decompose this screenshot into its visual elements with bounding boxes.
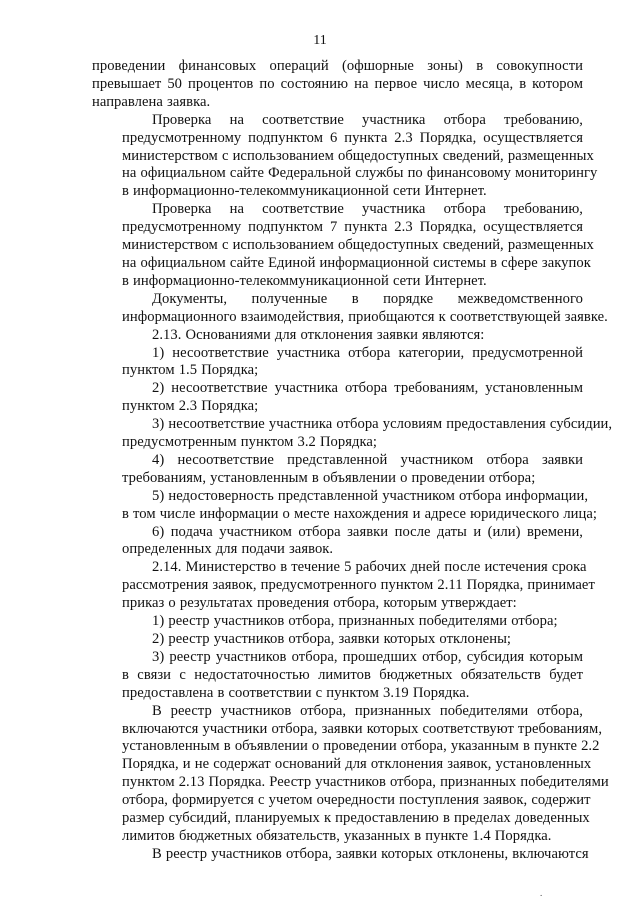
paragraph-line: 2) реестр участников отбора, заявки которых отклонены; — [152, 631, 512, 647]
paragraph-line: 2.13. Основаниями для отклонения заявки являются: — [152, 326, 485, 343]
page-number: 11 — [313, 33, 327, 48]
paragraph-line: Порядка, и не содержат оснований для отклонения заявок, установленных — [122, 756, 592, 773]
paragraph-line: лимитов бюджетных обязательств, указанных в пункте 1.4 Порядка. — [122, 827, 552, 844]
paragraph — [92, 380, 583, 416]
paragraph-line: В реестр участников отбора, признанных победителями отбора, — [152, 702, 583, 719]
paragraph — [92, 702, 609, 846]
paragraph — [92, 524, 583, 560]
paragraph-line: 6) подача участником отбора заявки после даты и (или) времени, — [152, 523, 583, 540]
paragraph-line: в информационно-телекоммуникационной сети Интернет. — [122, 272, 487, 289]
paragraph-line: 4) несоответствие представленной участником отбора заявки — [152, 451, 583, 468]
paragraph-line: проведении финансовых операций (офшорные зоны) в совокупности — [92, 58, 583, 74]
paragraph-line: размер субсидий, планируемых к предоставлению в пределах доведенных — [122, 810, 590, 827]
document-body — [92, 58, 613, 864]
paragraph — [92, 631, 583, 649]
paragraph-line: 3) реестр участников отбора, прошедших отбор, субсидия которым — [152, 648, 583, 665]
paragraph-line: 2.14. Министерство в течение 5 рабочих дней после истечения срока — [152, 559, 587, 576]
paragraph-line: Документы, полученные в порядке межведомственного — [152, 290, 583, 307]
paragraph — [92, 111, 598, 202]
paragraph-line: в том числе информации о месте нахождения и адресе юридического лица; — [122, 505, 598, 522]
paragraph — [92, 845, 589, 864]
paragraph-line: 5) недостоверность представленной участником отбора информации, — [152, 487, 589, 504]
paragraph — [92, 58, 583, 112]
paragraph-line: пунктом 1.5 Порядка; — [122, 362, 259, 379]
paragraph-line: 3) несоответствие участника отбора условиям предоставления субсидии, — [152, 416, 613, 433]
paragraph-line: 2) несоответствие участника отбора требованиям, установленным — [152, 380, 583, 397]
paragraph-line: включаются участники отбора, заявки которых соответствуют требованиям, — [122, 720, 603, 737]
paragraph-line: направлена заявка. — [92, 93, 211, 110]
paragraph-line: предусмотренным пунктом 3.2 Порядка; — [122, 434, 378, 451]
paragraph-line: определенных для подачи заявок. — [122, 541, 334, 558]
footer-mark: . — [540, 888, 543, 898]
paragraph — [92, 559, 595, 613]
paragraph-line: министерством с использованием общедоступных сведений, размещенных — [122, 237, 594, 254]
paragraph-line: В реестр участников отбора, заявки которых отклонены, включаются — [152, 845, 589, 862]
paragraph-line: требованиям, установленным в объявлении о проведении отбора; — [122, 469, 536, 486]
paragraph-line: предусмотренному подпунктом 6 пункта 2.3 Порядка, осуществляется — [122, 129, 583, 146]
paragraph-line: 1) несоответствие участника отбора категории, предусмотренной — [152, 344, 583, 361]
paragraph-line: Проверка на соответствие участника отбора требованию, — [152, 111, 583, 128]
paragraph — [92, 416, 613, 452]
paragraph — [92, 290, 608, 327]
paragraph-line: пунктом 2.13 Порядка. Реестр участников отбора, признанных победителями — [122, 774, 609, 791]
paragraph — [92, 201, 594, 291]
paragraph-line: Проверка на соответствие участника отбора требованию, — [152, 201, 583, 218]
paragraph — [92, 613, 583, 631]
paragraph-line: отбора, формируется с учетом очередности поступления заявок, содержит — [122, 792, 591, 809]
paragraph-line: предоставлена в соответствии с пунктом 3.19 Порядка. — [122, 684, 470, 701]
paragraph-line: приказ о результатах проведения отбора, которым утверждает: — [122, 595, 517, 612]
paragraph-line: превышает 50 процентов по состоянию на первое число месяца, в котором — [92, 75, 583, 92]
paragraph-line: в информационно-телекоммуникационной сети Интернет. — [122, 183, 487, 200]
paragraph — [92, 345, 583, 381]
paragraph-line: рассмотрения заявок, предусмотренного пунктом 2.11 Порядка, принимает — [122, 577, 595, 594]
paragraph-line: пунктом 2.3 Порядка; — [122, 398, 259, 415]
paragraph-line: на официальном сайте Единой информационной системы в сфере закупок — [122, 254, 591, 271]
paragraph — [92, 452, 583, 488]
paragraph-line: предусмотренному подпунктом 7 пункта 2.3 Порядка, осуществляется — [122, 219, 583, 236]
paragraph-line: установленным в объявлении о проведении отбора, указанным в пункте 2.2 — [122, 738, 600, 755]
paragraph — [92, 487, 598, 524]
paragraph-line: информационного взаимодействия, приобщаются к соответствующей заявке. — [122, 308, 608, 325]
paragraph-line: на официальном сайте Федеральной службы по финансовому мониторингу — [122, 165, 598, 182]
paragraph-line: министерством с использованием общедоступных сведений, размещенных — [122, 147, 594, 164]
paragraph — [92, 327, 583, 345]
paragraph — [92, 649, 583, 703]
paragraph-line: в связи с недостаточностью лимитов бюджетных обязательств будет — [122, 666, 583, 683]
paragraph-line: 1) реестр участников отбора, признанных победителями отбора; — [152, 613, 558, 630]
